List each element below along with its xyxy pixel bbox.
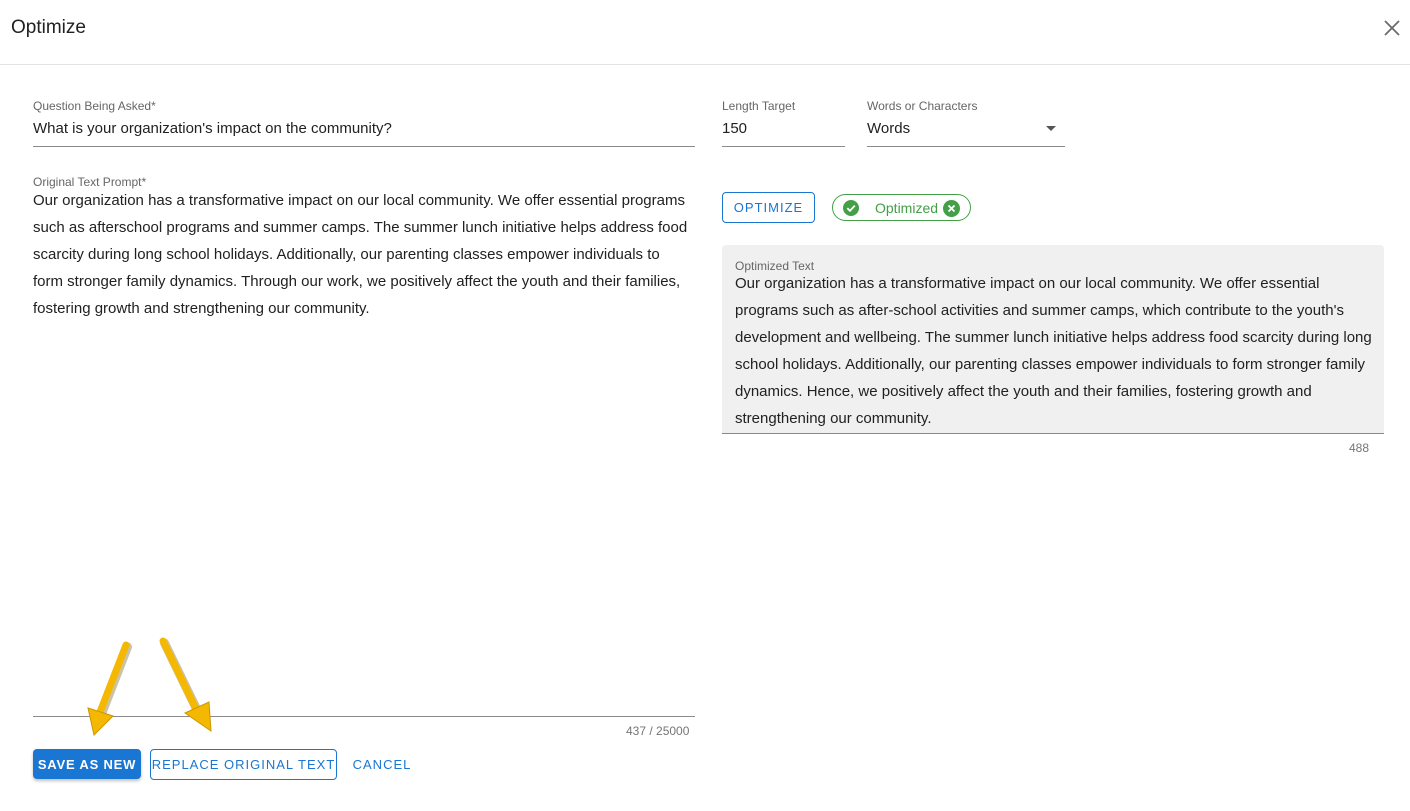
unit-select-underline bbox=[867, 146, 1065, 147]
arrow-to-save-as-new bbox=[88, 645, 128, 735]
question-label: Question Being Asked* bbox=[33, 99, 156, 113]
optimized-text-label: Optimized Text bbox=[735, 259, 815, 273]
length-target-input[interactable]: 150 bbox=[722, 120, 748, 137]
dialog-title: Optimize bbox=[11, 17, 86, 38]
cancel-button[interactable]: CANCEL bbox=[352, 756, 412, 772]
cancel-circle-icon[interactable] bbox=[943, 200, 960, 217]
question-underline bbox=[33, 146, 695, 147]
original-text-counter: 437 / 25000 bbox=[626, 724, 690, 738]
original-text-label: Original Text Prompt* bbox=[33, 175, 147, 189]
status-chip bbox=[832, 194, 971, 221]
original-text-underline bbox=[33, 716, 695, 717]
optimized-text-counter: 488 bbox=[1349, 441, 1370, 455]
save-as-new-button[interactable]: SAVE AS NEW bbox=[33, 749, 141, 779]
unit-select-label: Words or Characters bbox=[867, 99, 978, 113]
optimized-text-value[interactable]: Our organization has a transformative impact on our local community. We offer essential programs such as after-school activities and summer camps, which contribute to the youth's development and wellbeing. The summer lunch initiative helps address food scarcity during long school holidays. Additionally, our parenting classes empower individuals to form stronger family dynamics. Hence, we positively affect the youth and their families, fostering growth and strengthening our community. bbox=[735, 275, 1372, 427]
close-icon[interactable] bbox=[1380, 16, 1404, 40]
check-circle-icon bbox=[843, 200, 859, 216]
status-chip-label: Optimized bbox=[875, 200, 939, 216]
question-input[interactable]: What is your organization's impact on the community? bbox=[33, 120, 392, 137]
length-target-label: Length Target bbox=[722, 99, 796, 113]
unit-select[interactable]: Words bbox=[867, 120, 911, 137]
optimize-button[interactable]: OPTIMIZE bbox=[722, 192, 815, 223]
replace-original-text-button[interactable]: REPLACE ORIGINAL TEXT bbox=[150, 749, 337, 780]
caret-down-icon[interactable] bbox=[1046, 126, 1056, 131]
dialog-header bbox=[0, 0, 1410, 65]
length-target-underline bbox=[722, 146, 845, 147]
original-text-textarea[interactable]: Our organization has a transformative impact on our local community. We offer essential programs such as afterschool programs and summer camps. The summer lunch initiative helps address food scarcity during long school holidays. Additionally, our parenting classes empower individuals to form stronger family dynamics. Through our work, we positively affect the youth and their families, fostering growth and strengthening our community. bbox=[33, 192, 688, 317]
arrow-to-replace-original bbox=[163, 641, 211, 731]
optimized-text-field[interactable] bbox=[722, 245, 1384, 434]
